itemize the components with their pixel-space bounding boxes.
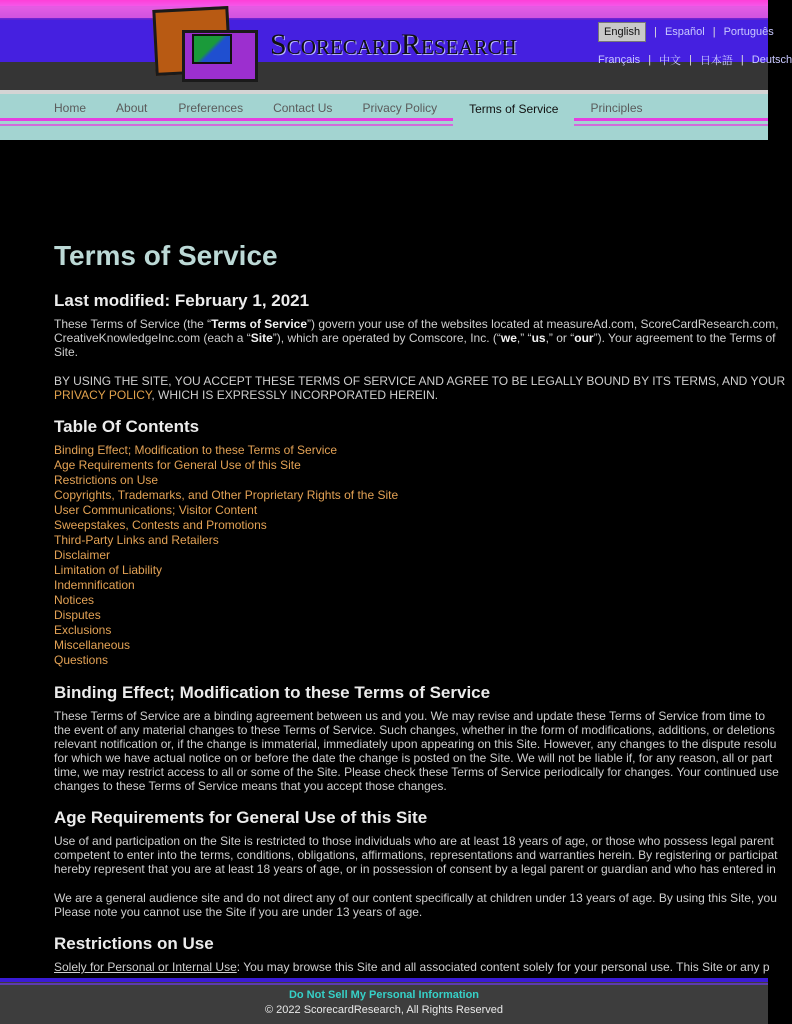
header-stripe [0,6,768,18]
brand-name[interactable]: ScorecardResearch [270,28,517,61]
language-chinese-link[interactable]: 中文 [659,55,682,67]
language-english-button[interactable]: English [598,22,646,42]
footer-accent-line [0,978,768,982]
binding-effect-paragraph [54,709,779,793]
nav-tabs [54,100,643,126]
footer-accent-line [0,983,768,985]
logo-screen [192,34,232,64]
paragraph-line: Solely for Personal or Internal Use: You may browse this Site and all associated content solely for your personal use. This Site or any p [54,960,770,974]
toc-link-restrictions[interactable]: Restrictions on Use [54,473,159,487]
toc-link-questions[interactable]: Questions [54,653,109,667]
site-footer [0,978,768,1024]
divider: | [654,26,657,38]
toc-link-age-requirements[interactable]: Age Requirements for General Use of this Site [54,458,301,472]
tab-privacy-policy[interactable]: Privacy Policy [362,101,438,115]
age-paragraph-2 [54,891,777,919]
paragraph-line: Please note you cannot use the Site if you are under 13 years of age. [54,905,423,919]
tab-terms-of-service[interactable]: Terms of Service [453,94,574,126]
toc-link-disputes[interactable]: Disputes [54,608,101,622]
divider: | [740,54,744,66]
page-title: Terms of Service [54,240,278,271]
main-nav [0,90,768,140]
section-heading-restrictions: Restrictions on Use [54,934,214,953]
language-row-2 [598,52,792,68]
nav-top-border [0,90,768,94]
acceptance-paragraph [54,374,785,402]
restrictions-paragraph [54,960,770,974]
intro-paragraph [54,317,779,359]
acceptance-line: PRIVACY POLICY, WHICH IS EXPRESSLY INCORPORATED HEREIN. [54,388,439,402]
main-content [54,140,786,978]
logo[interactable] [146,4,262,84]
toc-link-third-party[interactable]: Third-Party Links and Retailers [54,533,219,547]
divider: | [648,54,652,66]
toc-heading: Table Of Contents [54,417,200,436]
language-german-link[interactable]: Deutsch [751,54,792,66]
language-spanish-link[interactable]: Español [664,26,705,38]
intro-line: CreativeKnowledgeInc.com (each a “Site”), which are operated by Comscore, Inc. (“we,” “us,” or “our”). Your agreement to the Terms of [54,331,776,345]
tab-contact-us[interactable]: Contact Us [273,101,333,115]
copyright: © 2022 ScorecardResearch, All Rights Reserved [265,1004,503,1016]
toc-link-miscellaneous[interactable]: Miscellaneous [54,638,131,652]
do-not-sell-link[interactable]: Do Not Sell My Personal Information [288,989,480,1001]
tab-preferences[interactable]: Preferences [178,101,244,115]
paragraph-line: These Terms of Service are a binding agreement between us and you. We may revise and update these Terms of Service from time to [54,709,766,723]
paragraph-line: the event of any material changes to these Terms of Service. Such changes, whether in the form of modifications, additions, or deletions [54,723,775,737]
site-header [0,0,792,90]
toc-link-notices[interactable]: Notices [54,593,95,607]
paragraph-line: time, we may restrict access to all or some of the Site. Please check these Terms of Service periodically for changes. Your continued use [54,765,779,779]
toc-link-copyrights[interactable]: Copyrights, Trademarks, and Other Proprietary Rights of the Site [54,488,399,502]
divider: | [689,54,692,66]
language-row-1 [598,22,774,42]
table-of-contents [54,443,398,668]
section-heading-binding-effect: Binding Effect; Modification to these Terms of Service [54,683,491,702]
toc-link-indemnification[interactable]: Indemnification [54,578,135,592]
paragraph-line: for which we have actual notice on or before the date the change is posted on the Site. We will not be liable if, for any reason, all or part [54,751,773,765]
last-modified: Last modified: February 1, 2021 [54,291,310,310]
toc-link-user-communications[interactable]: User Communications; Visitor Content [54,503,258,517]
language-japanese-link[interactable]: 日本語 [699,55,733,67]
toc-link-binding-effect[interactable]: Binding Effect; Modification to these Terms of Service [54,443,338,457]
privacy-policy-link[interactable]: PRIVACY POLICY [54,388,152,402]
toc-link-disclaimer[interactable]: Disclaimer [54,548,111,562]
personal-use-label: Solely for Personal or Internal Use [54,960,237,974]
toc-link-sweepstakes[interactable]: Sweepstakes, Contests and Promotions [54,518,267,532]
tab-principles[interactable]: Principles [590,101,643,115]
divider: | [712,26,716,38]
paragraph-line: hereby represent that you are at least 18 years of age, or in possession of consent by a legal parent or guardian and who has entered in [54,862,776,876]
section-heading-age-requirements: Age Requirements for General Use of this Site [54,808,428,827]
acceptance-line: BY USING THE SITE, YOU ACCEPT THESE TERMS OF SERVICE AND AGREE TO BE LEGALLY BOUND BY ITS TERMS, AND YOUR [54,374,786,388]
paragraph-line: We are a general audience site and do not direct any of our content specifically at children under 13 years of age. By using this Site, you [54,891,777,905]
intro-line: These Terms of Service (the “Terms of Service”) govern your use of the websites located at measureAd.com, ScoreCardResearch.com, [54,317,779,331]
tab-about[interactable]: About [116,101,148,115]
toc-link-exclusions[interactable]: Exclusions [54,623,112,637]
toc-link-limitation[interactable]: Limitation of Liability [54,563,163,577]
intro-line: Site. [54,345,79,359]
language-portuguese-link[interactable]: Português [723,26,774,38]
paragraph-line: relevant notification or, if the change is immaterial, immediately upon appearing on this Site. However, any changes to the dispute resolu [54,737,777,751]
paragraph-line: competent to enter into the terms, conditions, obligations, affirmations, representations and warranties herein. By registering or participat [54,848,778,862]
paragraph-line: Use of and participation on the Site is restricted to those individuals who are at least 18 years of age, or those who possess legal parent [54,834,774,848]
paragraph-line: changes to these Terms of Service means that you accept those changes. [54,779,447,793]
tab-home[interactable]: Home [54,101,87,115]
language-french-link[interactable]: Français [598,54,641,66]
age-paragraph-1 [54,834,778,876]
